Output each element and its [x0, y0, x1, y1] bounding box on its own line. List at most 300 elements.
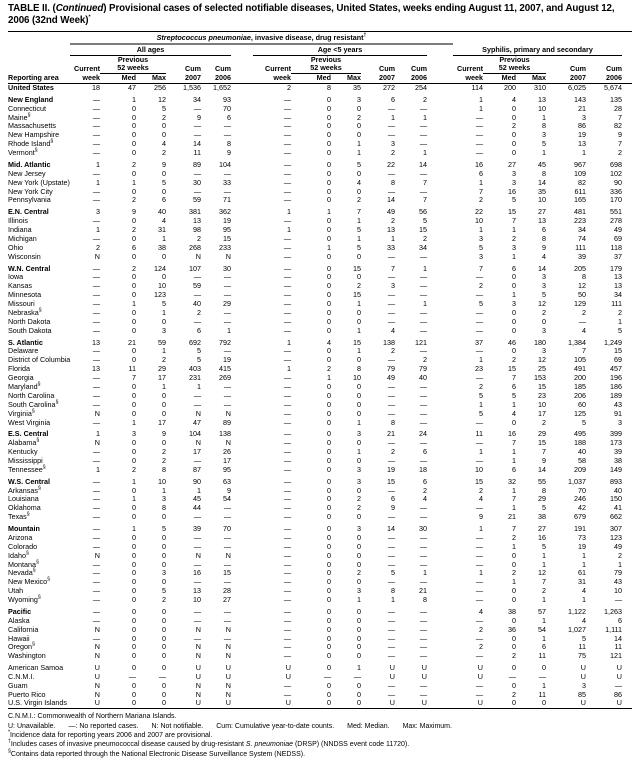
value-cell: —	[92, 121, 100, 131]
value-cell: —	[419, 642, 427, 652]
value-cell: 6	[512, 263, 516, 273]
value-cell: 149	[610, 464, 622, 474]
value-cell: 310	[534, 83, 546, 93]
value-cell: —	[92, 112, 100, 122]
value-cell: —	[419, 272, 427, 282]
value-cell: 3	[582, 112, 586, 122]
value-cell: 15	[614, 346, 622, 356]
column-spacer	[231, 690, 253, 699]
value-cell: 5	[391, 568, 395, 578]
row-end-pad	[622, 596, 632, 605]
value-cell: 34	[578, 225, 586, 235]
value-cell: 2	[479, 624, 483, 634]
value-cell: 2	[357, 281, 361, 291]
value-cell: 5	[582, 633, 586, 643]
value-cell: 14	[387, 524, 395, 533]
value-cell: —	[475, 130, 483, 140]
value-cell: —	[92, 168, 100, 178]
value-cell: 0	[132, 112, 136, 122]
column-spacer	[231, 234, 253, 243]
value-cell: 223	[574, 216, 586, 226]
value-cell: 893	[610, 476, 622, 486]
value-cell: 7	[542, 577, 546, 587]
column-spacer	[427, 643, 453, 652]
value-cell: 0	[512, 559, 516, 569]
row-end-pad	[622, 291, 632, 300]
value-cell: —	[387, 307, 395, 317]
area-footnote-mark: §	[34, 147, 38, 154]
table-row	[8, 299, 632, 308]
value-cell: 1	[512, 447, 516, 457]
value-cell: 15	[475, 476, 483, 486]
value-cell: 86	[614, 689, 622, 699]
value-cell: 0	[162, 438, 166, 448]
value-cell: 40	[614, 485, 622, 495]
value-cell: 4	[327, 337, 331, 347]
value-cell: 2	[132, 263, 136, 273]
value-cell: 56	[419, 207, 427, 217]
value-cell: 34	[419, 242, 427, 252]
value-cell: 6,025	[568, 83, 586, 93]
table-row	[8, 513, 632, 522]
value-cell: 15	[223, 568, 231, 578]
header-empty-cell	[8, 64, 70, 73]
value-cell: 123	[610, 532, 622, 542]
column-spacer	[231, 261, 253, 273]
value-cell: 34	[193, 94, 201, 104]
value-cell: 5	[479, 242, 483, 252]
row-end-pad	[622, 456, 632, 465]
value-cell: —	[283, 642, 291, 652]
value-cell: 6	[618, 615, 622, 625]
value-cell: 0	[542, 663, 546, 673]
value-cell: 70	[223, 524, 231, 533]
value-cell: 1	[132, 299, 136, 309]
row-end-pad	[622, 365, 632, 374]
value-cell: 491	[574, 364, 586, 374]
value-cell: 1	[357, 417, 361, 427]
value-cell: 0	[357, 485, 361, 495]
value-cell: —	[387, 559, 395, 569]
column-spacer	[427, 225, 453, 234]
column-spacer	[427, 513, 453, 522]
value-cell: —	[283, 307, 291, 317]
value-cell: 0	[132, 485, 136, 495]
column-spacer	[427, 44, 453, 56]
value-cell: —	[193, 186, 201, 196]
value-cell: 0	[327, 316, 331, 326]
table-row	[8, 225, 632, 234]
column-spacer	[231, 83, 253, 92]
column-spacer	[427, 569, 453, 578]
value-cell: N	[94, 251, 100, 261]
value-cell: 0	[132, 103, 136, 113]
value-cell: —	[419, 316, 427, 326]
value-cell: —	[92, 216, 100, 226]
value-cell: 14	[538, 464, 546, 474]
reporting-area-cell: New York City	[8, 186, 53, 196]
value-cell: —	[92, 195, 100, 205]
value-cell: U	[94, 672, 100, 682]
value-cell: —	[92, 281, 100, 291]
year-2006-label: 2006	[395, 73, 427, 83]
row-end-pad	[622, 569, 632, 578]
column-spacer	[231, 551, 253, 560]
row-end-pad	[622, 391, 632, 400]
value-cell: 1	[287, 337, 291, 347]
value-cell: 2	[479, 485, 483, 495]
value-cell: 0	[357, 689, 361, 699]
column-spacer	[231, 356, 253, 365]
value-cell: 0	[132, 455, 136, 465]
value-cell: 0	[357, 408, 361, 418]
row-end-pad	[622, 474, 632, 486]
row-end-pad	[622, 140, 632, 149]
column-spacer	[231, 56, 253, 65]
value-cell: 0	[327, 524, 331, 533]
reporting-area-cell: W.S. Central	[8, 476, 50, 486]
value-cell: 0	[162, 390, 166, 400]
reporting-area-cell: E.S. Central	[8, 429, 49, 439]
reporting-area-cell: Idaho§	[8, 550, 29, 560]
reporting-area-cell: Connecticut	[8, 103, 46, 113]
max-label: Max	[331, 73, 361, 83]
value-cell: 15	[538, 381, 546, 391]
value-cell: 1	[479, 225, 483, 235]
column-spacer	[231, 113, 253, 122]
value-cell: —	[283, 130, 291, 140]
column-spacer	[231, 282, 253, 291]
value-cell: 11	[578, 642, 586, 652]
value-cell: 59	[158, 337, 166, 347]
value-cell: 5	[542, 139, 546, 149]
value-cell: 6	[479, 168, 483, 178]
value-cell: —	[387, 355, 395, 365]
value-cell: 173	[610, 438, 622, 448]
value-cell: 231	[189, 373, 201, 383]
value-cell: —	[419, 346, 427, 356]
value-cell: 1	[96, 464, 100, 474]
value-cell: 0	[162, 624, 166, 634]
value-cell: 0	[512, 272, 516, 282]
value-cell: 24	[419, 429, 427, 439]
reporting-area-cell: Montana§	[8, 559, 39, 569]
value-cell: 14	[538, 177, 546, 187]
row-end-pad	[622, 465, 632, 474]
row-end-pad	[622, 113, 632, 122]
value-cell: 3	[542, 325, 546, 335]
column-spacer	[231, 308, 253, 317]
row-end-pad	[622, 169, 632, 178]
value-cell: 0	[357, 272, 361, 282]
row-end-pad	[622, 522, 632, 534]
value-cell: 0	[327, 112, 331, 122]
row-end-pad	[622, 217, 632, 226]
value-cell: 180	[534, 337, 546, 347]
value-cell: 0	[327, 381, 331, 391]
current-label: Current	[457, 63, 483, 73]
row-end-pad	[622, 542, 632, 551]
value-cell: 1	[542, 615, 546, 625]
value-cell: 2	[96, 242, 100, 252]
value-cell: 21	[508, 512, 516, 522]
value-cell: 3	[391, 139, 395, 149]
value-cell: 0	[162, 408, 166, 418]
value-cell: —	[475, 325, 483, 335]
value-cell: 82	[578, 177, 586, 187]
value-cell: 1	[391, 112, 395, 122]
value-cell: 31	[578, 577, 586, 587]
value-cell: 30	[193, 177, 201, 187]
value-cell: 9	[162, 429, 166, 439]
value-cell: —	[283, 680, 291, 690]
value-cell: —	[92, 148, 100, 158]
value-cell: 5	[479, 299, 483, 309]
value-cell: 102	[610, 168, 622, 178]
value-cell: 0	[357, 606, 361, 616]
value-cell: 8	[162, 503, 166, 513]
row-end-pad	[622, 652, 632, 661]
value-cell: 15	[538, 438, 546, 448]
value-cell: 2	[423, 94, 427, 104]
value-cell: 0	[327, 186, 331, 196]
area-footnote-mark: §	[47, 576, 51, 583]
value-cell: 0	[132, 381, 136, 391]
column-spacer	[427, 652, 453, 661]
value-cell: —	[283, 355, 291, 365]
value-cell: 0	[132, 355, 136, 365]
value-cell: 1,536	[183, 83, 201, 93]
value-cell: 22	[387, 159, 395, 169]
value-cell: 0	[132, 595, 136, 605]
value-cell: —	[419, 606, 427, 616]
value-cell: —	[475, 680, 483, 690]
value-cell: 0	[327, 595, 331, 605]
value-cell: 7	[512, 373, 516, 383]
column-spacer	[231, 187, 253, 196]
column-spacer	[427, 625, 453, 634]
column-spacer	[231, 299, 253, 308]
value-cell: 0	[327, 299, 331, 309]
value-cell: 3	[357, 476, 361, 486]
value-cell: 10	[475, 464, 483, 474]
value-cell: 200	[574, 373, 586, 383]
value-cell: —	[475, 595, 483, 605]
value-cell: 6	[132, 242, 136, 252]
value-cell: 10	[193, 595, 201, 605]
value-cell: 0	[357, 186, 361, 196]
value-cell: —	[283, 429, 291, 439]
value-cell: 3	[542, 346, 546, 356]
column-spacer	[427, 596, 453, 605]
row-end-pad	[622, 427, 632, 439]
value-cell: 0	[357, 680, 361, 690]
reporting-area-cell: District of Columbia	[8, 355, 71, 365]
value-cell: 1	[542, 112, 546, 122]
value-cell: —	[283, 168, 291, 178]
current-label: Current	[265, 63, 291, 73]
value-cell: 10	[353, 373, 361, 383]
value-cell: 5	[162, 299, 166, 309]
row-end-pad	[622, 326, 632, 335]
value-cell: 0	[132, 680, 136, 690]
value-cell: 40	[419, 373, 427, 383]
value-cell: N	[94, 624, 100, 634]
value-cell: U	[70, 699, 100, 709]
value-cell: 7	[357, 207, 361, 217]
value-cell: 3	[542, 130, 546, 140]
max-label: Max	[136, 73, 166, 83]
header-empty-cell	[8, 44, 70, 56]
area-footnote-mark: §	[37, 485, 41, 492]
value-cell: 0	[357, 651, 361, 661]
column-spacer	[427, 465, 453, 474]
value-cell: 5	[512, 195, 516, 205]
value-cell: 0	[132, 541, 136, 551]
value-cell: 8	[357, 364, 361, 374]
value-cell: 4	[512, 94, 516, 104]
table-row	[8, 282, 632, 291]
value-cell: 23	[475, 364, 483, 374]
value-cell: —	[475, 373, 483, 383]
value-cell: 79	[387, 364, 395, 374]
value-cell: 0	[132, 408, 136, 418]
value-cell: 200	[504, 83, 516, 93]
value-cell: —	[92, 455, 100, 465]
value-cell: —	[387, 633, 395, 643]
value-cell: 457	[610, 364, 622, 374]
value-cell: 11	[475, 429, 483, 439]
value-cell: 0	[132, 139, 136, 149]
value-cell: —	[223, 316, 231, 326]
value-cell: 13	[614, 281, 622, 291]
value-cell: 3	[96, 207, 100, 217]
value-cell: 3	[512, 242, 516, 252]
value-cell: 1	[423, 568, 427, 578]
column-spacer	[231, 317, 253, 326]
row-end-pad	[622, 131, 632, 140]
value-cell: 1	[327, 207, 331, 217]
value-cell: 0	[132, 290, 136, 300]
weeks52-label: 52 weeks	[483, 64, 546, 73]
reporting-area-cell: Oregon§	[8, 642, 35, 652]
value-cell: N	[195, 251, 201, 261]
value-cell: —	[92, 399, 100, 409]
value-cell: 70	[578, 485, 586, 495]
value-cell: —	[387, 680, 395, 690]
value-cell: 82	[614, 121, 622, 131]
value-cell: 15	[353, 337, 361, 347]
week-label: week	[253, 73, 291, 83]
value-cell: U	[546, 699, 586, 709]
value-cell: 95	[223, 225, 231, 235]
value-cell: 10	[538, 399, 546, 409]
value-cell: 0	[327, 159, 331, 169]
value-cell: 272	[383, 83, 395, 93]
year-2007-label: 2007	[166, 73, 201, 83]
value-cell: —	[283, 494, 291, 504]
column-spacer	[231, 447, 253, 456]
value-cell: 30	[419, 524, 427, 533]
year-2007-label: 2007	[546, 73, 586, 83]
value-cell: U	[421, 663, 427, 673]
value-cell: 0	[327, 476, 331, 486]
table-row	[8, 261, 632, 273]
value-cell: —	[475, 148, 483, 158]
value-cell: N	[225, 550, 231, 560]
row-end-pad	[622, 299, 632, 308]
value-cell: N	[195, 680, 201, 690]
value-cell: 123	[154, 290, 166, 300]
value-cell: —	[387, 615, 395, 625]
value-cell: 8	[391, 417, 395, 427]
value-cell: 1	[479, 399, 483, 409]
value-cell: —	[387, 399, 395, 409]
value-cell: 49	[614, 541, 622, 551]
value-cell: 5	[542, 541, 546, 551]
value-cell: U	[586, 699, 622, 709]
value-cell: —	[92, 541, 100, 551]
value-cell: 40	[578, 447, 586, 457]
value-cell: —	[419, 541, 427, 551]
value-cell: 17	[158, 373, 166, 383]
value-cell: 14	[614, 633, 622, 643]
value-cell: —	[419, 633, 427, 643]
value-cell: 4	[582, 586, 586, 596]
value-cell: 6	[391, 494, 395, 504]
value-cell: —	[283, 373, 291, 383]
column-spacer	[231, 243, 253, 252]
value-cell: 2	[618, 307, 622, 317]
value-cell: 1,027	[568, 624, 586, 634]
value-cell: —	[508, 672, 516, 682]
table-row	[8, 542, 632, 551]
reporting-area-cell: North Carolina	[8, 390, 55, 400]
reporting-area-cell: Kentucky	[8, 447, 38, 457]
area-footnote-mark: §	[36, 437, 40, 444]
column-spacer	[427, 252, 453, 261]
reporting-area-cell: Mountain	[8, 524, 40, 533]
value-cell: —	[193, 399, 201, 409]
column-spacer	[427, 365, 453, 374]
value-cell: 33	[223, 177, 231, 187]
value-cell: 23	[538, 390, 546, 400]
value-cell: 10	[538, 103, 546, 113]
value-cell: 90	[193, 476, 201, 486]
value-cell: 5	[542, 290, 546, 300]
value-cell: N	[225, 408, 231, 418]
value-cell: —	[92, 130, 100, 140]
column-spacer	[231, 196, 253, 205]
column-spacer	[231, 495, 253, 504]
value-cell: —	[158, 672, 166, 682]
value-cell: 10	[538, 195, 546, 205]
row-end-pad	[622, 643, 632, 652]
value-cell: —	[475, 455, 483, 465]
value-cell: U	[389, 663, 395, 673]
value-cell: U	[616, 672, 622, 682]
value-cell: 1	[512, 541, 516, 551]
value-cell: 692	[189, 337, 201, 347]
value-cell: —	[92, 532, 100, 542]
value-cell: 8	[227, 139, 231, 149]
value-cell: 3	[512, 168, 516, 178]
table-row	[8, 427, 632, 439]
value-cell: 3	[162, 494, 166, 504]
value-cell: 2	[132, 195, 136, 205]
value-cell: 551	[610, 207, 622, 217]
value-cell: —	[283, 586, 291, 596]
